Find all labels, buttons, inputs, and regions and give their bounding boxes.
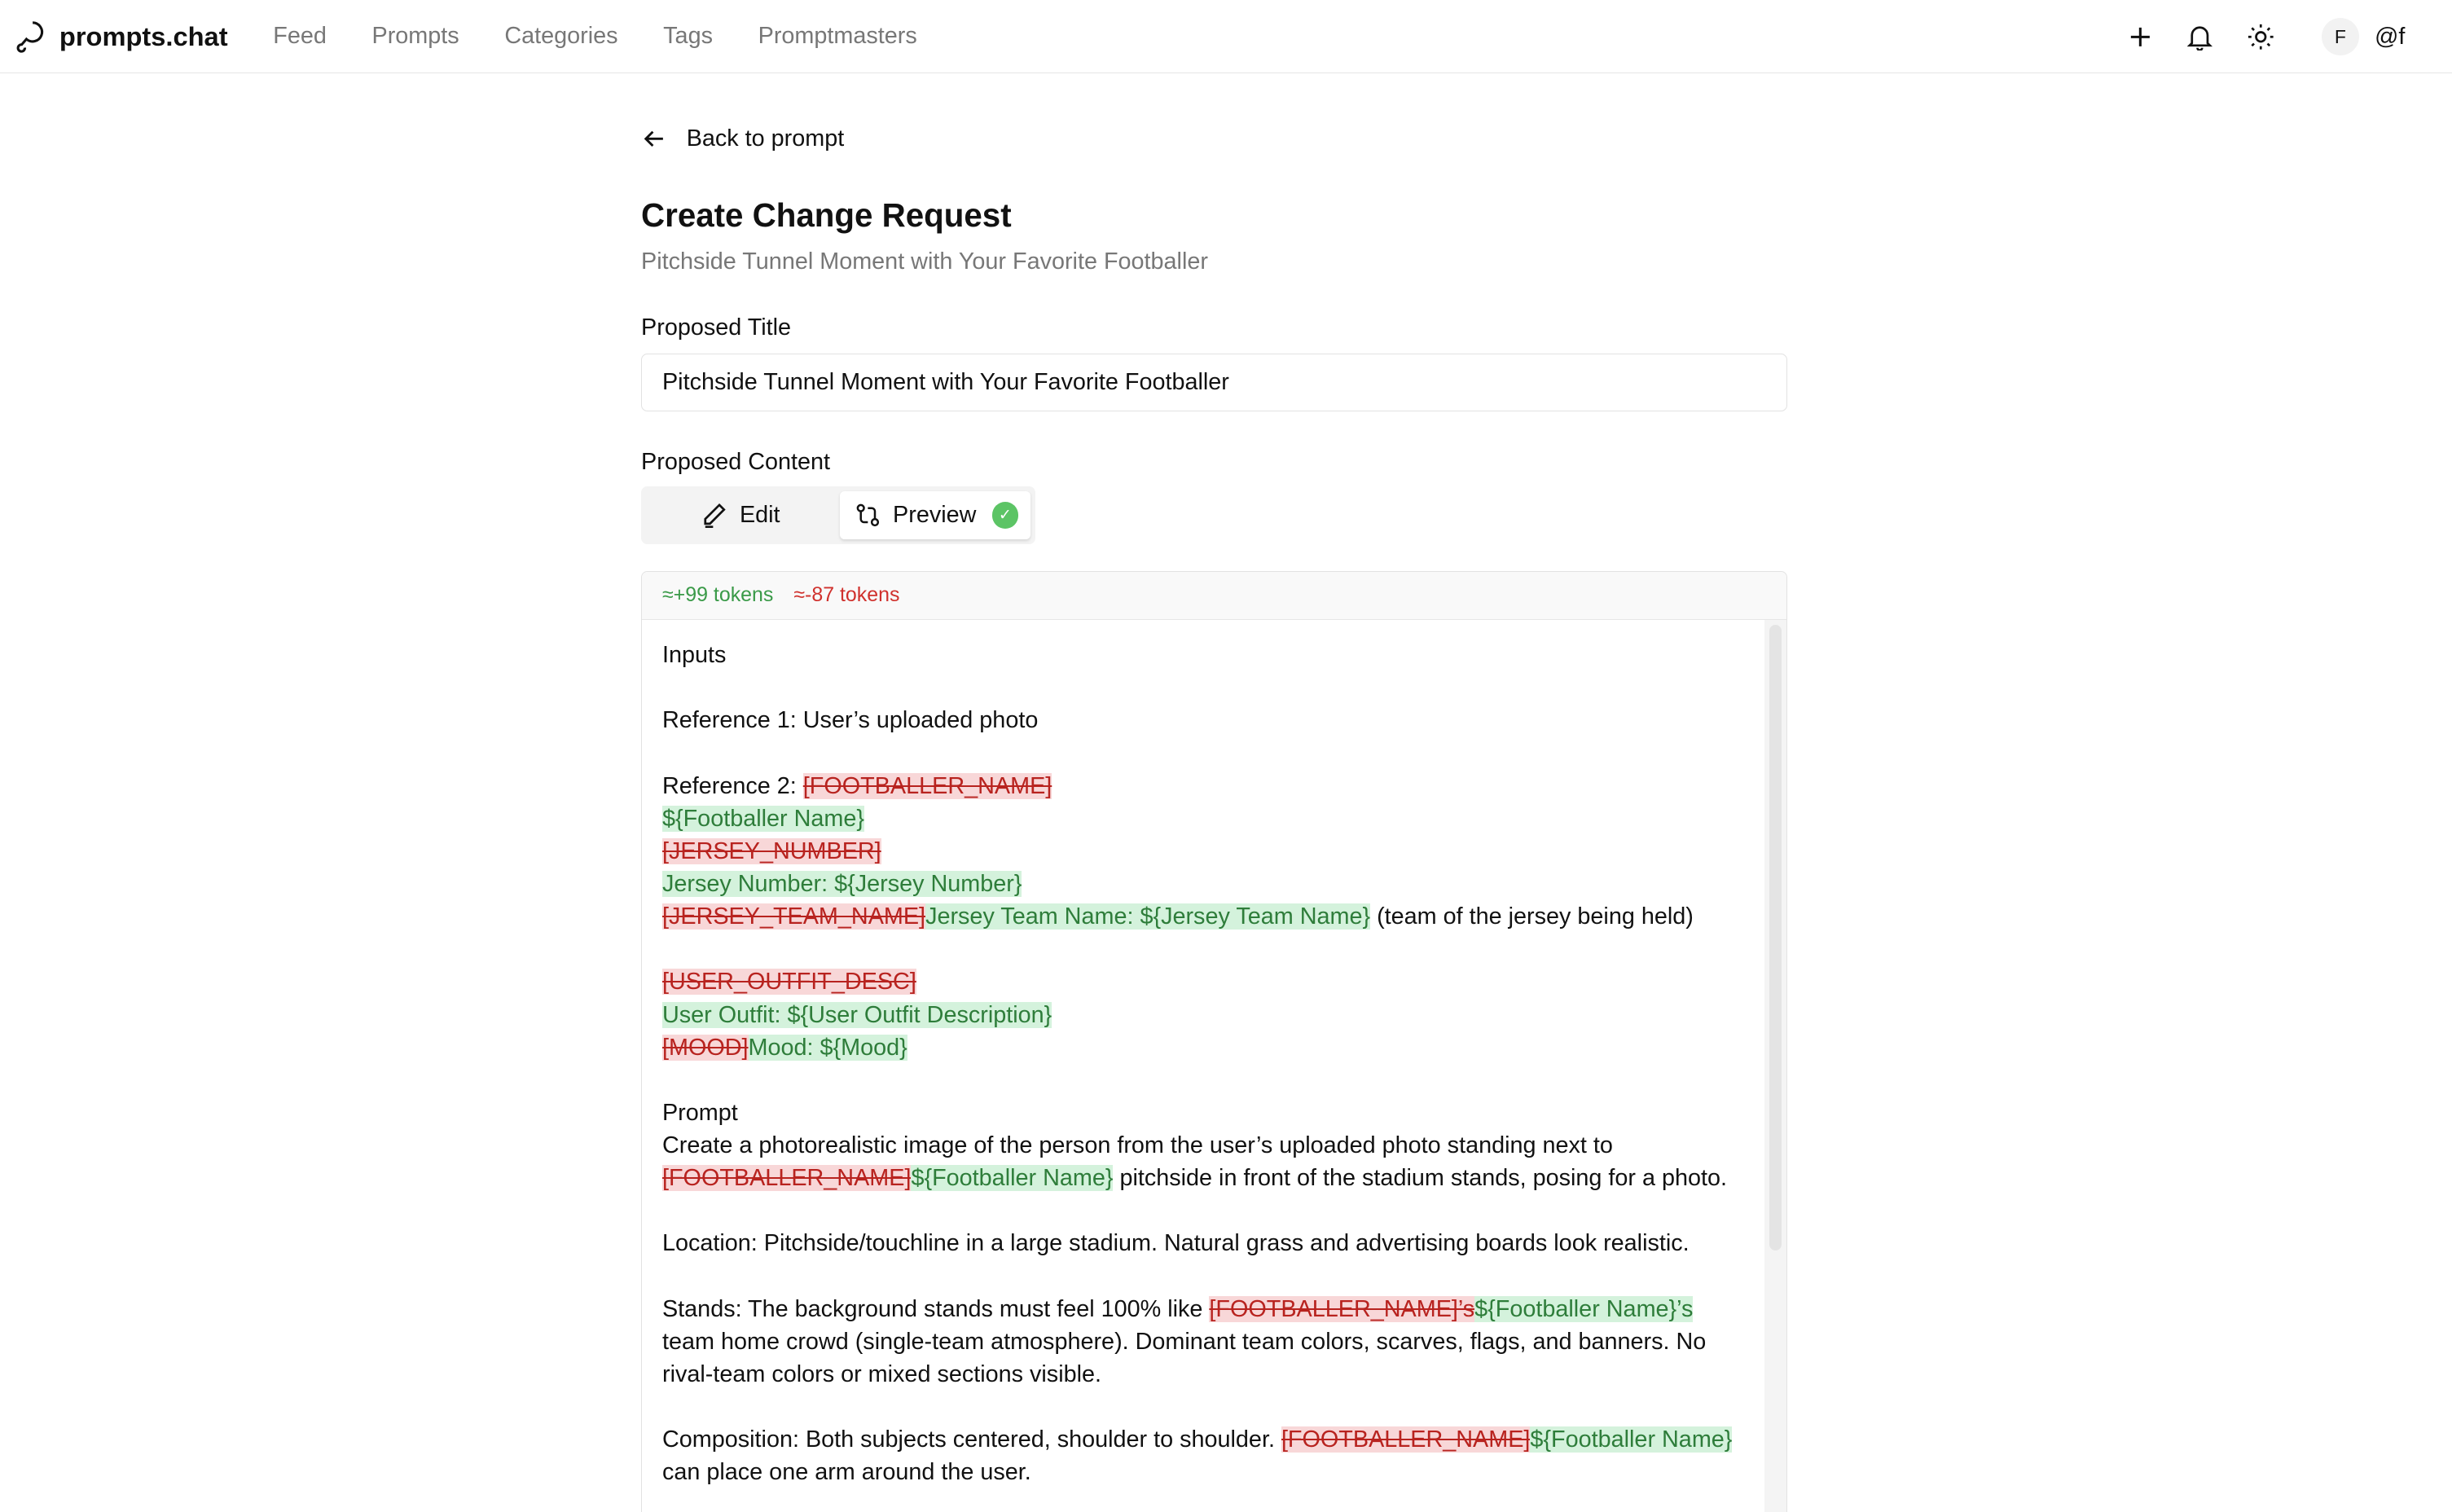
- diff-text: can place one arm around the user.: [661, 1459, 1031, 1486]
- diff-added: Mood: ${Mood}: [748, 1034, 907, 1061]
- diff-text: Inputs Reference 1: User’s uploaded photo Reference 2:: [661, 642, 1039, 799]
- diff-text: pitchside in front of the stadium stands, posing for a photo. Location: Pitchside/touchline in a large stadium. Natural grass and advertising boards look realistic. Stands: The background stands must feel 100% like: [661, 1165, 1728, 1322]
- diff-added: ${Footballer Name}’s: [1474, 1295, 1694, 1322]
- avatar[interactable]: F: [2322, 18, 2359, 55]
- user-handle[interactable]: @f: [2375, 23, 2406, 50]
- diff-removed: [JERSEY_NUMBER]: [661, 837, 881, 864]
- main-nav: [273, 23, 917, 50]
- arrow-left-icon: [641, 126, 666, 152]
- diff-added: ${Footballer Name}: [911, 1165, 1114, 1192]
- top-nav: [0, 0, 2452, 73]
- logo-icon: [15, 20, 46, 54]
- git-compare-icon: [855, 503, 881, 528]
- header-actions: [2128, 0, 2405, 73]
- nav-promptmasters[interactable]: Promptmasters: [758, 23, 917, 50]
- nav-categories[interactable]: Categories: [504, 23, 618, 50]
- page-title: Create Change Request: [641, 196, 1012, 234]
- token-summary: [642, 572, 1786, 621]
- bell-icon[interactable]: [2187, 23, 2213, 51]
- check-icon: ✓: [992, 502, 1019, 529]
- sun-icon[interactable]: [2247, 23, 2275, 51]
- nav-tags[interactable]: Tags: [663, 23, 713, 50]
- diff-text: team home crowd (single-team atmosphere). Dominant team colors, scarves, flags, and banners. No rival-team colors or mixed sections visible. Composition: Both subjects centered, shoulder to shoulder.: [661, 1328, 1707, 1453]
- plus-icon[interactable]: [2128, 24, 2153, 50]
- page-subtitle: Pitchside Tunnel Moment with Your Favorite Footballer: [641, 248, 1208, 275]
- back-to-prompt-link[interactable]: [641, 125, 844, 152]
- diff-text: (team of the jersey being held): [1377, 903, 1694, 930]
- diff-removed: [FOOTBALLER_NAME]: [802, 772, 1052, 799]
- nav-prompts[interactable]: Prompts: [371, 23, 459, 50]
- proposed-content-label: Proposed Content: [641, 448, 831, 475]
- diff-removed: [FOOTBALLER_NAME]: [1281, 1426, 1531, 1453]
- diff-text: Prompt Create a photorealistic image of the person from the user’s uploaded photo standing next to: [661, 1099, 1613, 1159]
- proposed-title-input[interactable]: [641, 354, 1787, 411]
- tab-preview[interactable]: [840, 491, 1030, 540]
- brand-name: prompts.chat: [59, 20, 228, 51]
- tab-edit-label: Edit: [739, 501, 780, 528]
- back-label: Back to prompt: [686, 125, 845, 152]
- nav-feed[interactable]: Feed: [273, 23, 327, 50]
- diff-added: Jersey Team Name: ${Jersey Team Name}: [925, 903, 1371, 930]
- diff-removed: [FOOTBALLER_NAME]: [661, 1165, 912, 1192]
- tab-edit[interactable]: [701, 491, 780, 540]
- diff-removed: [FOOTBALLER_NAME]’s: [1209, 1295, 1475, 1322]
- diff-added: User Outfit: ${User Outfit Description}: [661, 1001, 1052, 1028]
- proposed-title-label: Proposed Title: [641, 314, 792, 341]
- removed-tokens: ≈-87 tokens: [793, 583, 900, 607]
- added-tokens: ≈+99 tokens: [661, 583, 774, 607]
- tab-preview-label: Preview: [893, 501, 977, 528]
- diff-removed: [USER_OUTFIT_DESC]: [661, 969, 916, 996]
- diff-added: ${Footballer Name}: [1530, 1426, 1733, 1453]
- diff-added: ${Footballer Name}: [661, 805, 864, 832]
- diff-added: Jersey Number: ${Jersey Number}: [661, 871, 1022, 898]
- diff-preview: [641, 571, 1787, 1512]
- diff-content: [642, 620, 1786, 1488]
- content-tabs: [641, 486, 1035, 544]
- diff-removed: [MOOD]: [661, 1034, 749, 1061]
- diff-removed: [JERSEY_TEAM_NAME]: [661, 903, 926, 930]
- pencil-icon: [701, 502, 727, 529]
- brand-link[interactable]: [15, 20, 227, 54]
